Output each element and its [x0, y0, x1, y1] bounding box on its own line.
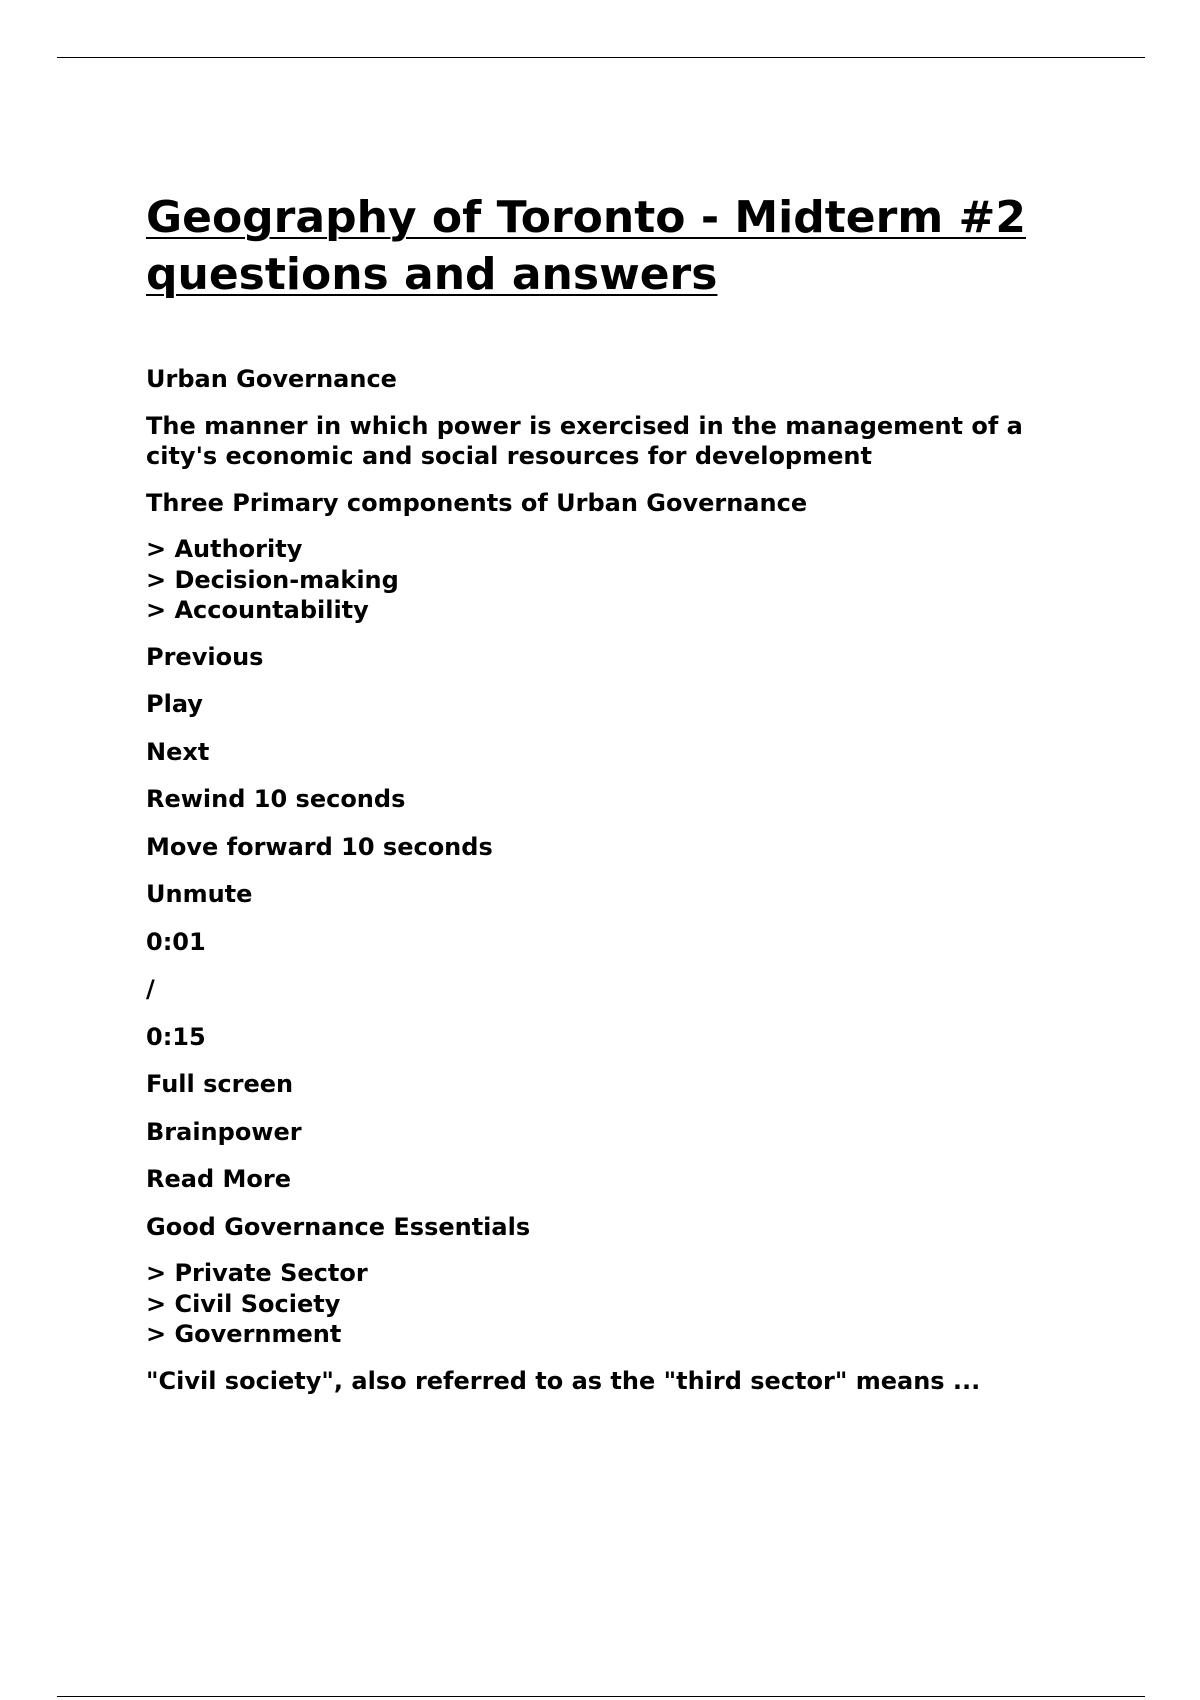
text-line: Move forward 10 seconds	[146, 832, 493, 861]
text-line: Play	[146, 690, 203, 718]
text-line: The manner in which power is exercised in the management of a	[146, 411, 1023, 440]
list-item: > Civil Society	[146, 1289, 341, 1318]
definition-urban-governance	[146, 411, 1066, 472]
text-line: Next	[146, 737, 210, 766]
text-line: Read More	[146, 1165, 291, 1193]
term-primary-components	[146, 488, 1066, 519]
document-title: Geography of Toronto - Midterm #2 questions and answers	[146, 192, 1026, 300]
read-more-label	[146, 1164, 1066, 1195]
document-body	[146, 364, 1066, 1412]
text-line: 0:01	[146, 927, 206, 956]
player-current-time	[146, 927, 1066, 958]
text-line: Unmute	[146, 880, 253, 908]
brainpower-label	[146, 1117, 1066, 1148]
text-line: city's economic and social resources for development	[146, 442, 872, 470]
player-fullscreen-label	[146, 1069, 1066, 1100]
player-play-label	[146, 689, 1066, 720]
essentials-list	[146, 1258, 1066, 1350]
player-time-separator	[146, 974, 1066, 1005]
top-divider	[57, 57, 1145, 58]
text-line: Full screen	[146, 1070, 294, 1098]
player-unmute-label	[146, 879, 1066, 910]
list-item: > Authority	[146, 535, 303, 563]
list-item: > Decision-making	[146, 565, 399, 594]
term-urban-governance	[146, 364, 1066, 395]
list-item: > Government	[146, 1320, 342, 1348]
term-good-governance	[146, 1212, 1066, 1243]
text-line: "Civil society", also referred to as the "third sector" means ...	[146, 1366, 981, 1395]
list-item: > Accountability	[146, 596, 369, 624]
text-line: Brainpower	[146, 1117, 302, 1146]
player-rewind-label	[146, 784, 1066, 815]
text-line: Previous	[146, 642, 264, 671]
text-line: Rewind 10 seconds	[146, 785, 406, 813]
text-line: Urban Governance	[146, 365, 397, 393]
text-line: Three Primary components of Urban Governance	[146, 488, 808, 517]
player-next-label	[146, 737, 1066, 768]
term-civil-society	[146, 1366, 1066, 1397]
text-line: /	[146, 975, 155, 1003]
player-duration	[146, 1022, 1066, 1053]
player-previous-label	[146, 642, 1066, 673]
text-line: 0:15	[146, 1022, 206, 1051]
text-line: Good Governance Essentials	[146, 1212, 531, 1241]
player-forward-label	[146, 832, 1066, 863]
bottom-divider	[57, 1696, 1145, 1697]
list-item: > Private Sector	[146, 1259, 368, 1287]
components-list	[146, 534, 1066, 626]
